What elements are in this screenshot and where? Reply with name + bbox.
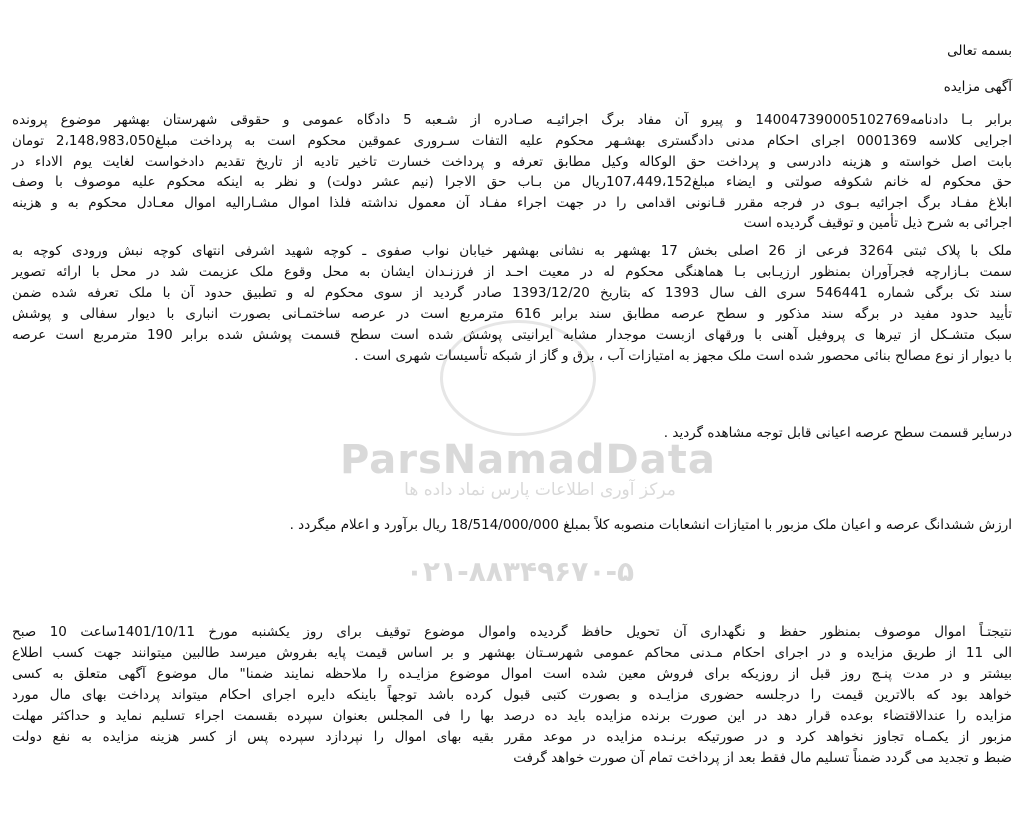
paragraph2-line: تأیید حدود مفید در برگه سند مذکور و سطح عرصه مطابق سند برابر 616 مترمربع است در عرصه ساختمـانی بصورت انباری با دیوار سفالی و پوشش	[12, 306, 1012, 322]
paragraph2-line: با دیوار از نوع مصالح بنائی محصور شده است ملک مجهز به امتیازات آب ، برق و گاز از شبکه تأسیسات شهری است .	[354, 348, 1012, 364]
notice-title: آگهی مزایده	[943, 79, 1012, 95]
paragraph1-line: برابر بـا دادنامه14004739000510276​9 و پیرو آن مفاد برگ اجرائیـه صـادره از شـعبه 5 دادگاه عمومی و حقوقی شهرستان بهشهر موضوع پرونده	[12, 112, 1013, 128]
paragraph2-line: سند تک برگی شماره 546441 سری الف سال 1393 که بتاریخ 1393/12/20 صادر گردید از سوی محکوم له و تطبیق حدود آن با ملک تعرفه شده ضمن	[12, 285, 1012, 301]
paragraph5-line: الی 11 از طریق مزایده و در اجرای احکام مـدنی محاکم عمومی شهرسـتان بهشهر و بر اساس قیمت پایه بفروش میرسد طالبین میتوانند جهت کسب اطلاع	[12, 645, 1012, 661]
paragraph2-line: سبک متشـکل از تیرها ی پروفیل آهنی با ورقهای ازبست موجدار مشابه ایرانیتی پوشش شده است سطح قسمت پوشش شده برابر 190 مترمربع است عرصه	[12, 327, 1012, 343]
paragraph5-line: خواهد بود که بالاترین قیمت را درجلسه حضوری مزایـده و بصورت کتبی قبول کرده باشد توجهاً باینکه دایره اجرای احکام میتواند پرداخت بهای مال مورد	[12, 687, 1012, 703]
paragraph1-line: اجرایی کلاسه 0001369 اجرای احکام مدنی دادگستری بهشـهر محکوم علیه التفات سـروری عموقین محکوم است به پرداخت مبلغ2،148،983،050 تومان	[12, 133, 1013, 149]
paragraph1-line: حق محکوم له خانم شکوفه صولتی و ایضاء مبلغ107،449،152ریال من بـاب حق الاجرا (نیم عشر دولت) و نظر به اینکه محکوم علیه موصوف با وصف	[12, 174, 1012, 190]
paragraph3: درسایر قسمت سطح عرصه اعیانی قابل توجه مشاهده گردید .	[663, 425, 1012, 441]
watermark-brand: ParsNamadData	[340, 437, 716, 483]
paragraph5-line: مزبور از یکمـاه تجاوز نخواهد کرد و در صورتیکه برنـده مزایده در موعد مقرر بقیه بهای اموال را نپردازد سپرده پس از کسر هزینه مزایده به نفع دولت	[12, 729, 1012, 745]
paragraph2-line: ملک با پلاک ثبتی 3264 فرعی از 26 اصلی بخش 17 بهشهر به نشانی بهشهر خیابان نواب صفوی ـ کوچه شهید اشرفی انتهای کوچه نبش ورودی کوچه به	[12, 243, 1012, 259]
paragraph5-line: مزایده را عندالاقتضاء بوعده قرار دهد در این صورت برنده مزایده باید ده درصد بها را فی المجلس بعنوان سپرده بقسمت اجراء تسلیم نماید و حداکثر مهلت	[12, 708, 1012, 724]
paragraph1-line: ابلاغ مفـاد برگ اجرائیه بـوی در فرجه مقرر قـانونی اقدامی را در جهت اجراء مفـاد آن معمول نداشته فلذا اموال مشـارالیه اموال معـادل محکوم به و هزینه	[12, 195, 1012, 211]
paragraph5-line: نتیجتـاً اموال موصوف بمنظور حفظ و نگهداری آن تحویل حافظ گردیده واموال موضوع توقیف برای روز یکشنبه مورخ 1401/10/11ساعت 10 صبح	[12, 624, 1012, 640]
paragraph2-line: سمت بـازارچه فجرآوران بمنظور ارزیـابی بـا هماهنگی محکوم له در معیت احـد از فرزنـدان ایشان به محل وقوع ملک عزیمت شد در محل با ارائه تصویر	[12, 264, 1012, 280]
paragraph5-line: ضبط و تجدید می گردد ضمناً تسلیم مال فقط بعد از پرداخت تمام آن صورت خواهد گرفت	[513, 750, 1012, 766]
greeting: بسمه تعالی	[947, 43, 1012, 59]
paragraph5-line: بیشتر و در مدت پنـج روز قبل از روزیکه برای فروش معین شده است اموال موضوع مزایـده را ملاحظه نمایند ضمنا" مال موضوع آگهی متعلق به کسی	[12, 666, 1012, 682]
watermark-phone: ۰۲۱-۸۸۳۴۹۶۷۰-۵	[405, 555, 635, 588]
paragraph1-line: اجرائی به شرح ذیل تأمین و توقیف گردیده است	[743, 215, 1012, 231]
paragraph4: ارزش ششدانگ عرصه و اعیان ملک مزبور با امتیازات انشعابات منصوبه کلاً بمبلغ 18/514/000/000 ریال برآورد و اعلام میگردد .	[289, 517, 1012, 533]
paragraph1-line: بابت اصل خواسته و هزینه دادرسی و پرداخت حق الوکاله وکیل مطابق تعرفه و پرداخت خسارت تاخیر تادیه از تاریخ تقدیم دادخواست لغایت یوم الاداء در	[12, 154, 1012, 170]
watermark-tagline: مرکز آوری اطلاعات پارس نماد داده ها	[404, 480, 676, 500]
